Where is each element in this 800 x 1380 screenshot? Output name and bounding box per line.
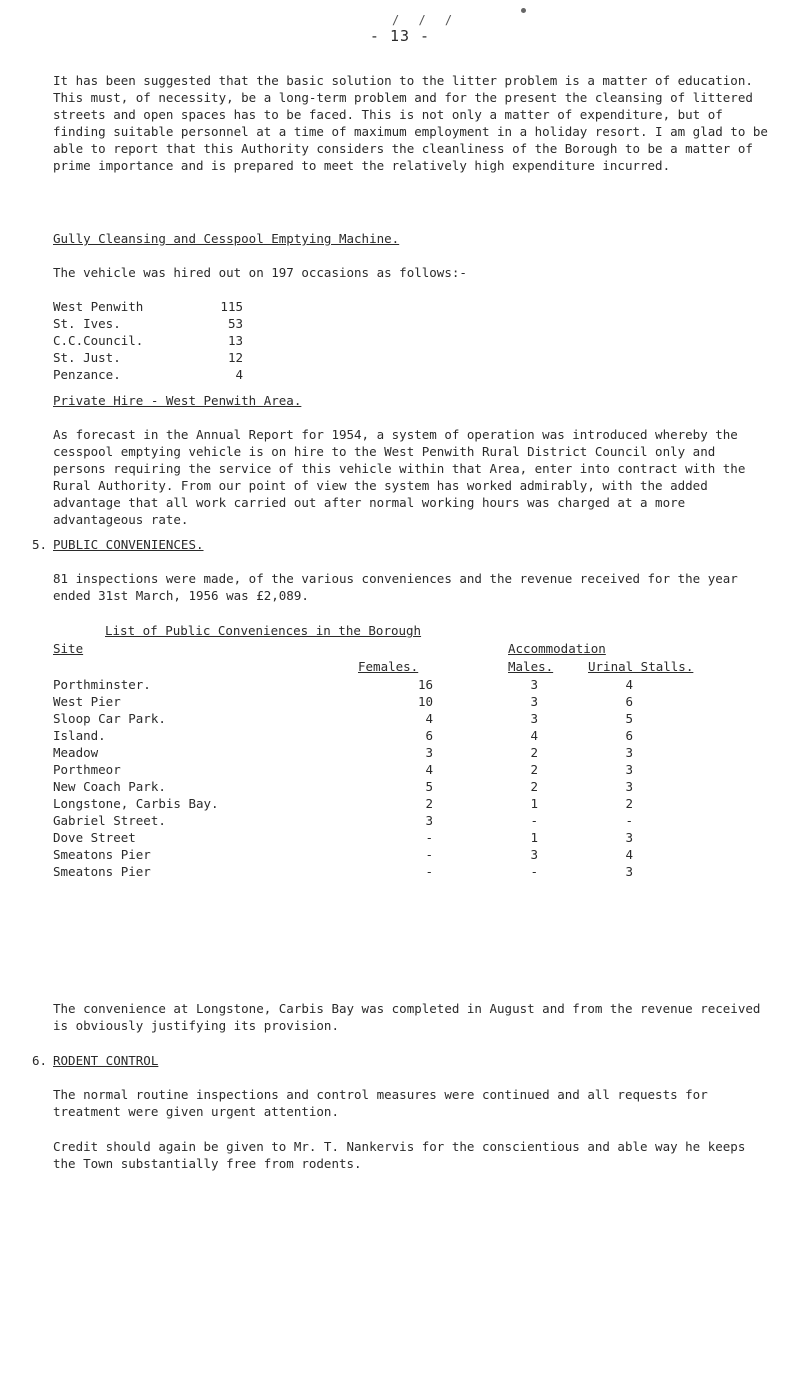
females-cell: 3 bbox=[425, 813, 433, 828]
hire-value: 12 bbox=[227, 350, 243, 365]
males-cell: 1 bbox=[530, 796, 538, 811]
females-cell: 5 bbox=[425, 779, 433, 794]
table-row bbox=[53, 366, 243, 383]
section-6-heading bbox=[53, 1052, 768, 1069]
intro-text: It has been suggested that the basic solution to the litter problem is a matter of education. This must, of necessity, be a long-term problem and for the present the cleansing of littered streets and open spaces has to be faced. This is not only a matter of expenditure, but of finding suitable personnel at a time of maximum employment in a holiday resort. I am glad to be able to report that this Authority considers the cleanliness of the Borough to be a matter of prime importance and is prepared to meet the relatively high expenditure incurred. bbox=[53, 73, 768, 173]
males-cell: 2 bbox=[530, 745, 538, 760]
hire-name: St. Just. bbox=[53, 350, 121, 365]
table-row bbox=[53, 727, 753, 744]
males-cell: 3 bbox=[530, 711, 538, 726]
table-row bbox=[53, 349, 243, 366]
urinal-cell: 3 bbox=[625, 864, 633, 879]
males-cell: 3 bbox=[530, 847, 538, 862]
hire-name: West Penwith bbox=[53, 299, 144, 314]
section-6-number: 6. bbox=[32, 1053, 48, 1068]
conveniences-list-heading-text: List of Public Conveniences in the Borough bbox=[105, 623, 422, 638]
males-cell: 2 bbox=[530, 779, 538, 794]
table-row bbox=[53, 863, 753, 880]
section-6-paragraph-1 bbox=[53, 1086, 768, 1120]
section-6-heading-text: RODENT CONTROL bbox=[53, 1053, 159, 1068]
hire-value: 4 bbox=[235, 367, 243, 382]
site-cell: Smeatons Pier bbox=[53, 847, 151, 862]
site-cell: Island. bbox=[53, 728, 106, 743]
males-cell: 3 bbox=[530, 677, 538, 692]
urinal-cell: 4 bbox=[625, 847, 633, 862]
table-row bbox=[53, 761, 753, 778]
males-cell: 1 bbox=[530, 830, 538, 845]
urinal-cell: 3 bbox=[625, 745, 633, 760]
page-number: - 13 - bbox=[369, 27, 431, 45]
females-cell: - bbox=[425, 830, 433, 845]
hire-name: Penzance. bbox=[53, 367, 121, 382]
conveniences-list-heading bbox=[53, 622, 800, 639]
urinal-cell: 6 bbox=[625, 694, 633, 709]
site-cell: Sloop Car Park. bbox=[53, 711, 166, 726]
intro-paragraph bbox=[53, 72, 768, 174]
urinal-cell: 6 bbox=[625, 728, 633, 743]
section-5-closing bbox=[53, 1000, 768, 1034]
section-5-paragraph bbox=[53, 570, 768, 604]
females-cell: 3 bbox=[425, 745, 433, 760]
site-cell: Meadow bbox=[53, 745, 99, 760]
section-6-text-2: Credit should again be given to Mr. T. Nankervis for the conscientious and able way he keeps the Town substantially free from rodents. bbox=[53, 1139, 746, 1171]
urinal-cell: 2 bbox=[625, 796, 633, 811]
table-row bbox=[53, 693, 753, 710]
females-cell: 4 bbox=[425, 762, 433, 777]
table-row bbox=[53, 795, 753, 812]
site-cell: New Coach Park. bbox=[53, 779, 166, 794]
hire-name: C.C.Council. bbox=[53, 333, 144, 348]
table-row bbox=[53, 332, 243, 349]
site-cell: Porthminster. bbox=[53, 677, 151, 692]
males-cell: 3 bbox=[530, 694, 538, 709]
gully-heading bbox=[53, 230, 768, 247]
site-cell: Longstone, Carbis Bay. bbox=[53, 796, 219, 811]
site-cell: Porthmeor bbox=[53, 762, 121, 777]
urinal-cell: 4 bbox=[625, 677, 633, 692]
table-row bbox=[53, 778, 753, 795]
site-cell: West Pier bbox=[53, 694, 121, 709]
females-cell: 2 bbox=[425, 796, 433, 811]
gully-intro bbox=[53, 264, 768, 281]
site-cell: Smeatons Pier bbox=[53, 864, 151, 879]
males-cell: - bbox=[530, 813, 538, 828]
table-row bbox=[53, 846, 753, 863]
males-cell: 4 bbox=[530, 728, 538, 743]
females-cell: - bbox=[425, 847, 433, 862]
table-row bbox=[53, 298, 243, 315]
females-cell: 16 bbox=[417, 677, 433, 692]
site-cell: Dove Street bbox=[53, 830, 136, 845]
females-cell: - bbox=[425, 864, 433, 879]
private-hire-heading-text: Private Hire - West Penwith Area. bbox=[53, 393, 302, 408]
males-cell: - bbox=[530, 864, 538, 879]
table-row bbox=[53, 829, 753, 846]
section-6-paragraph-2 bbox=[53, 1138, 768, 1172]
urinal-cell: 5 bbox=[625, 711, 633, 726]
col-males-header: Males. bbox=[508, 659, 554, 674]
col-accommodation-header: Accommodation bbox=[508, 641, 606, 656]
private-hire-heading bbox=[53, 392, 768, 409]
hire-value: 13 bbox=[227, 333, 243, 348]
hire-value: 115 bbox=[220, 299, 243, 314]
private-hire-paragraph bbox=[53, 426, 768, 528]
females-cell: 6 bbox=[425, 728, 433, 743]
females-cell: 4 bbox=[425, 711, 433, 726]
page-marks: / / / bbox=[392, 13, 459, 27]
females-cell: 10 bbox=[417, 694, 433, 709]
urinal-cell: 3 bbox=[625, 779, 633, 794]
hire-name: St. Ives. bbox=[53, 316, 121, 331]
gully-intro-text: The vehicle was hired out on 197 occasions as follows:- bbox=[53, 265, 467, 280]
table-row bbox=[53, 676, 753, 693]
table-row bbox=[53, 744, 753, 761]
section-5-closing-text: The convenience at Longstone, Carbis Bay was completed in August and from the revenue received is obviously justifying its provision. bbox=[53, 1001, 761, 1033]
section-5-heading bbox=[53, 536, 768, 553]
table-row bbox=[53, 315, 243, 332]
table-row bbox=[53, 812, 753, 829]
table-row bbox=[53, 710, 753, 727]
col-urinal-header: Urinal Stalls. bbox=[588, 659, 694, 674]
males-cell: 2 bbox=[530, 762, 538, 777]
section-6-text-1: The normal routine inspections and control measures were continued and all requests for treatment were given urgent attention. bbox=[53, 1087, 708, 1119]
urinal-cell: 3 bbox=[625, 830, 633, 845]
site-cell: Gabriel Street. bbox=[53, 813, 166, 828]
section-5-number: 5. bbox=[32, 537, 48, 552]
col-site-header: Site bbox=[53, 641, 84, 656]
section-5-heading-text: PUBLIC CONVENIENCES. bbox=[53, 537, 204, 552]
urinal-cell: - bbox=[625, 813, 633, 828]
section-5-text: 81 inspections were made, of the various conveniences and the revenue received for the year ended 31st March, 1956 was £2,089. bbox=[53, 571, 738, 603]
urinal-cell: 3 bbox=[625, 762, 633, 777]
conveniences-table bbox=[53, 676, 753, 880]
ink-dot bbox=[521, 8, 526, 13]
gully-heading-text: Gully Cleansing and Cesspool Emptying Machine. bbox=[53, 231, 400, 246]
col-females-header: Females. bbox=[358, 659, 419, 674]
hire-value: 53 bbox=[227, 316, 243, 331]
private-hire-text: As forecast in the Annual Report for 1954, a system of operation was introduced whereby the cesspool emptying vehicle is on hire to the West Penwith Rural District Council only and persons requiring the service of this vehicle within that Area, enter into contract with the Rural Authority. From our point of view the system has worked admirably, with the added advantage that all work carried out after normal working hours was charged at a more advantageous rate. bbox=[53, 427, 746, 527]
hire-table bbox=[53, 298, 243, 383]
